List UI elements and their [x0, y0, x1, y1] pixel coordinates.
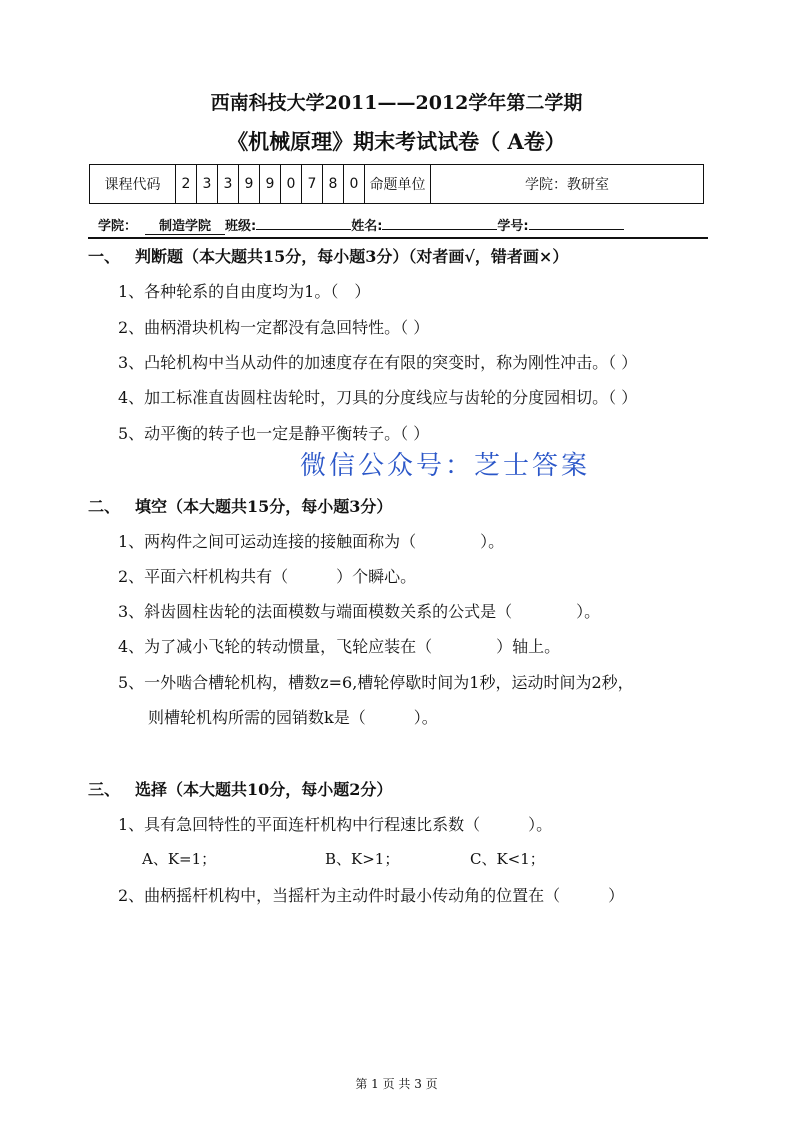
code-digit: 9 — [260, 165, 281, 204]
watermark: 微信公众号：芝士答案 — [300, 451, 591, 481]
class-label: 班级: — [225, 219, 257, 234]
option-a: A、K=1； — [142, 850, 217, 868]
code-digit: 0 — [344, 165, 365, 204]
question-continuation: 则槽轮机构所需的园销数k是（ ）。 — [148, 708, 438, 727]
page-footer: 第 1 页 共 3 页 — [355, 1077, 438, 1091]
header-divider — [88, 237, 708, 239]
question: 2、平面六杆机构共有（ ）个瞬心。 — [118, 567, 417, 586]
question: 1、具有急回特性的平面连杆机构中行程速比系数（ ）。 — [118, 815, 553, 834]
code-digit: 3 — [197, 165, 218, 204]
unit-value: 学院：教研室 — [431, 165, 704, 204]
id-label: 学号: — [497, 219, 529, 234]
exam-paper-title: 《机械原理》期末考试试卷（ A卷） — [227, 129, 566, 154]
course-code-label: 课程代码 — [90, 165, 176, 204]
question: 5、一外啮合槽轮机构，槽数z=6,槽轮停歇时间为1秒，运动时间为2秒， — [118, 673, 634, 692]
code-digit: 0 — [281, 165, 302, 204]
question: 1、两构件之间可运动连接的接触面称为（ ）。 — [118, 532, 505, 551]
question: 1、各种轮系的自由度均为1。（ ） — [118, 282, 371, 301]
section-2-header — [88, 494, 392, 517]
code-digit: 9 — [239, 165, 260, 204]
section-3-header — [88, 777, 392, 800]
question: 3、斜齿圆柱齿轮的法面模数与端面模数关系的公式是（ ）。 — [118, 602, 601, 621]
question: 2、曲柄摇杆机构中，当摇杆为主动件时最小传动角的位置在（ ） — [118, 886, 625, 905]
unit-label: 命题单位 — [365, 165, 431, 204]
section-title: 选择（本大题共10分，每小题2分） — [135, 780, 393, 799]
course-info-table — [89, 164, 704, 204]
option-b: B、K>1； — [325, 850, 400, 868]
exam-school-title: 西南科技大学2011——2012学年第二学期 — [210, 92, 583, 114]
code-digit: 7 — [302, 165, 323, 204]
question: 2、曲柄滑块机构一定都没有急回特性。（ ） — [118, 318, 430, 337]
name-field — [382, 229, 497, 230]
class-field — [256, 229, 351, 230]
code-digit: 3 — [218, 165, 239, 204]
question: 4、为了减小飞轮的转动惯量，飞轮应装在（ ）轴上。 — [118, 637, 561, 656]
section-1-header — [88, 244, 568, 267]
question: 4、加工标准直齿圆柱齿轮时，刀具的分度线应与齿轮的分度园相切。（ ） — [118, 388, 638, 407]
question: 3、凸轮机构中当从动件的加速度存在有限的突变时，称为刚性冲击。（ ） — [118, 353, 638, 372]
student-info-line — [98, 215, 624, 235]
code-digit: 8 — [323, 165, 344, 204]
college-value: 制造学院 — [145, 215, 225, 235]
name-label: 姓名: — [351, 219, 383, 234]
student-id-field — [529, 229, 624, 230]
question: 5、动平衡的转子也一定是静平衡转子。（ ） — [118, 424, 430, 443]
section-title: 判断题（本大题共15分，每小题3分）（对者画√，错者画×） — [135, 247, 569, 266]
code-digit: 2 — [176, 165, 197, 204]
option-c: C、K<1； — [470, 850, 545, 868]
section-number: 一、 — [88, 247, 121, 266]
college-label: 学院： — [98, 219, 138, 234]
section-title: 填空（本大题共15分，每小题3分） — [135, 497, 393, 516]
section-number: 二、 — [88, 497, 121, 516]
section-number: 三、 — [88, 780, 121, 799]
